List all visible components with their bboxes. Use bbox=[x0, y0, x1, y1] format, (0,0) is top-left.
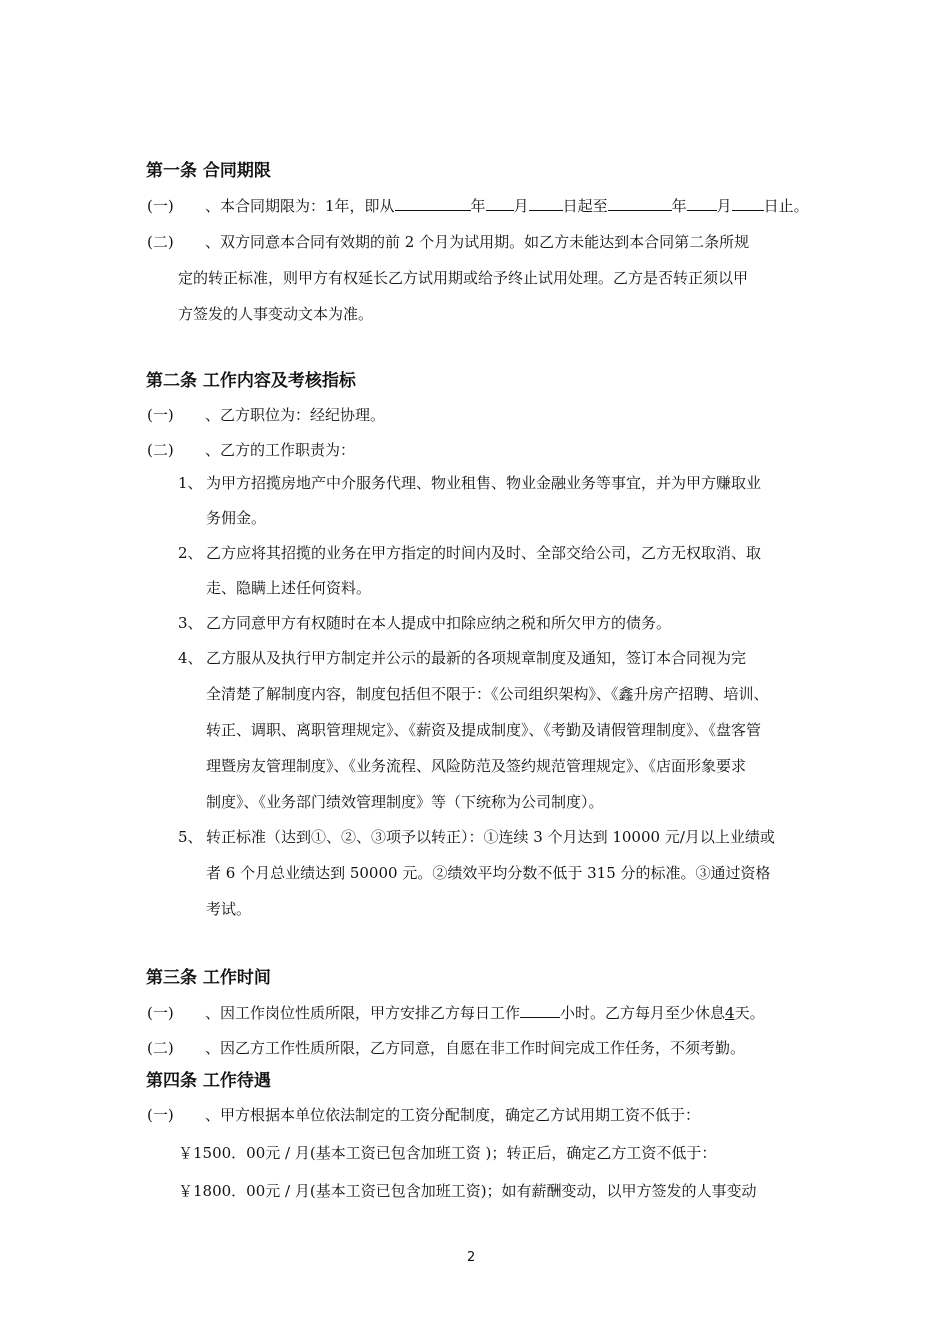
s2-sub-4-line-2: 全清楚了解制度内容，制度包括但不限于：《公司组织架构》、《鑫升房产招聘、培训、 bbox=[206, 685, 769, 703]
s3-item-2-marker: (二) bbox=[147, 1039, 174, 1057]
s3-item-1-text bbox=[205, 1003, 765, 1023]
s2-item-2-marker: (二) bbox=[147, 441, 174, 459]
s3-item-2-text: 、因乙方工作性质所限，乙方同意，自愿在非工作时间完成工作任务，不须考勤。 bbox=[205, 1039, 746, 1057]
blank-end-year bbox=[608, 196, 672, 211]
s1-item-2-line-1: 、双方同意本合同有效期的前 2 个月为试用期。如乙方未能达到本合同第二条所规 bbox=[205, 233, 750, 251]
s2-sub-2-line-1: 乙方应将其招揽的业务在甲方指定的时间内及时、全部交给公司，乙方无权取消、取 bbox=[206, 544, 762, 562]
s2-sub-5-line-2: 者 6 个月总业绩达到 50000 元。②绩效平均分数不低于 315 分的标准。③通过资格 bbox=[206, 864, 771, 882]
blank-start-year bbox=[395, 196, 471, 211]
s2-sub-2-line-2: 走、隐瞒上述任何资料。 bbox=[206, 579, 372, 597]
s3-i1-c: 天。 bbox=[734, 1004, 765, 1022]
blank-start-month bbox=[486, 196, 514, 211]
s2-sub-4-line-1: 乙方服从及执行甲方制定并公示的最新的各项规章制度及通知，签订本合同视为完 bbox=[206, 649, 747, 667]
s2-item-1-text: 、乙方职位为：经纪协理。 bbox=[205, 406, 386, 424]
section-2-title: 第二条 工作内容及考核指标 bbox=[146, 371, 356, 391]
s1-item-2-line-2: 定的转正标准，则甲方有权延长乙方试用期或给予终止试用处理。乙方是否转正须以甲 bbox=[178, 269, 749, 287]
s2-item-2-text: 、乙方的工作职责为： bbox=[205, 441, 356, 459]
s3-i1-b: 小时。乙方每月至少休息 bbox=[560, 1004, 726, 1022]
s2-sub-4-line-5: 制度》、《业务部门绩效管理制度》等（下统称为公司制度）。 bbox=[206, 793, 604, 811]
s1-i1-f: 月 bbox=[716, 197, 732, 215]
s2-sub-2-num: 2、 bbox=[178, 544, 203, 562]
s2-sub-4-line-4: 理暨房友管理制度》、《业务流程、风险防范及签约规范管理规定》、《店面形象要求 bbox=[206, 757, 747, 775]
s2-sub-1-line-1: 为甲方招揽房地产中介服务代理、物业租售、物业金融业务等事宜，并为甲方赚取业 bbox=[206, 474, 762, 492]
section-4-title: 第四条 工作待遇 bbox=[146, 1071, 271, 1091]
s2-sub-4-num: 4、 bbox=[178, 649, 203, 667]
s1-item-2-marker: (二) bbox=[147, 233, 174, 251]
s4-item-1-line-3: ￥1800．00元 / 月(基本工资已包含加班工资)；如有薪酬变动，以甲方签发的人事变动 bbox=[178, 1182, 757, 1200]
section-3-title: 第三条 工作时间 bbox=[146, 968, 271, 988]
s2-sub-1-num: 1、 bbox=[178, 474, 203, 492]
s2-sub-5-num: 5、 bbox=[178, 828, 203, 846]
page-number: 2 bbox=[467, 1250, 476, 1265]
s3-i1-a: 、因工作岗位性质所限，甲方安排乙方每日工作 bbox=[205, 1004, 521, 1022]
s1-i1-d: 日起至 bbox=[562, 197, 608, 215]
s1-i1-c: 月 bbox=[513, 197, 529, 215]
s1-i1-e: 年 bbox=[671, 197, 687, 215]
s2-sub-3-line-1: 乙方同意甲方有权随时在本人提成中扣除应纳之税和所欠甲方的债务。 bbox=[206, 614, 672, 632]
s1-i1-g: 日止。 bbox=[763, 197, 809, 215]
s1-i1-a: 、本合同期限为：1年，即从 bbox=[205, 197, 395, 215]
s2-sub-3-num: 3、 bbox=[178, 614, 203, 632]
s2-sub-1-line-2: 务佣金。 bbox=[206, 509, 267, 527]
blank-end-month bbox=[687, 196, 717, 211]
blank-work-hours bbox=[520, 1003, 560, 1018]
s1-i1-b: 年 bbox=[470, 197, 486, 215]
section-1-title: 第一条 合同期限 bbox=[146, 161, 271, 181]
rest-days-value: 4 bbox=[725, 1004, 735, 1022]
s4-item-1-line-2: ￥1500．00元 / 月(基本工资已包含加班工资 )；转正后，确定乙方工资不低于： bbox=[178, 1144, 717, 1162]
s2-sub-4-line-3: 转正、调职、离职管理规定》、《薪资及提成制度》、《考勤及请假管理制度》、《盘客管 bbox=[206, 721, 762, 739]
s2-item-1-marker: (一) bbox=[147, 406, 174, 424]
s3-item-1-marker: (一) bbox=[147, 1004, 174, 1022]
s2-sub-5-line-1: 转正标准（达到①、②、③项予以转正）：①连续 3 个月达到 10000 元/月以上业绩或 bbox=[206, 828, 775, 846]
blank-start-day bbox=[529, 196, 563, 211]
s1-item-1-marker: (一) bbox=[147, 197, 174, 215]
s4-item-1-line-1: 、甲方根据本单位依法制定的工资分配制度，确定乙方试用期工资不低于： bbox=[205, 1106, 701, 1124]
s1-item-2-line-3: 方签发的人事变动文本为准。 bbox=[178, 305, 374, 323]
blank-end-day bbox=[732, 196, 764, 211]
s1-item-1-text bbox=[205, 196, 809, 216]
s4-item-1-marker: (一) bbox=[147, 1106, 174, 1124]
s2-sub-5-line-3: 考试。 bbox=[206, 900, 252, 918]
